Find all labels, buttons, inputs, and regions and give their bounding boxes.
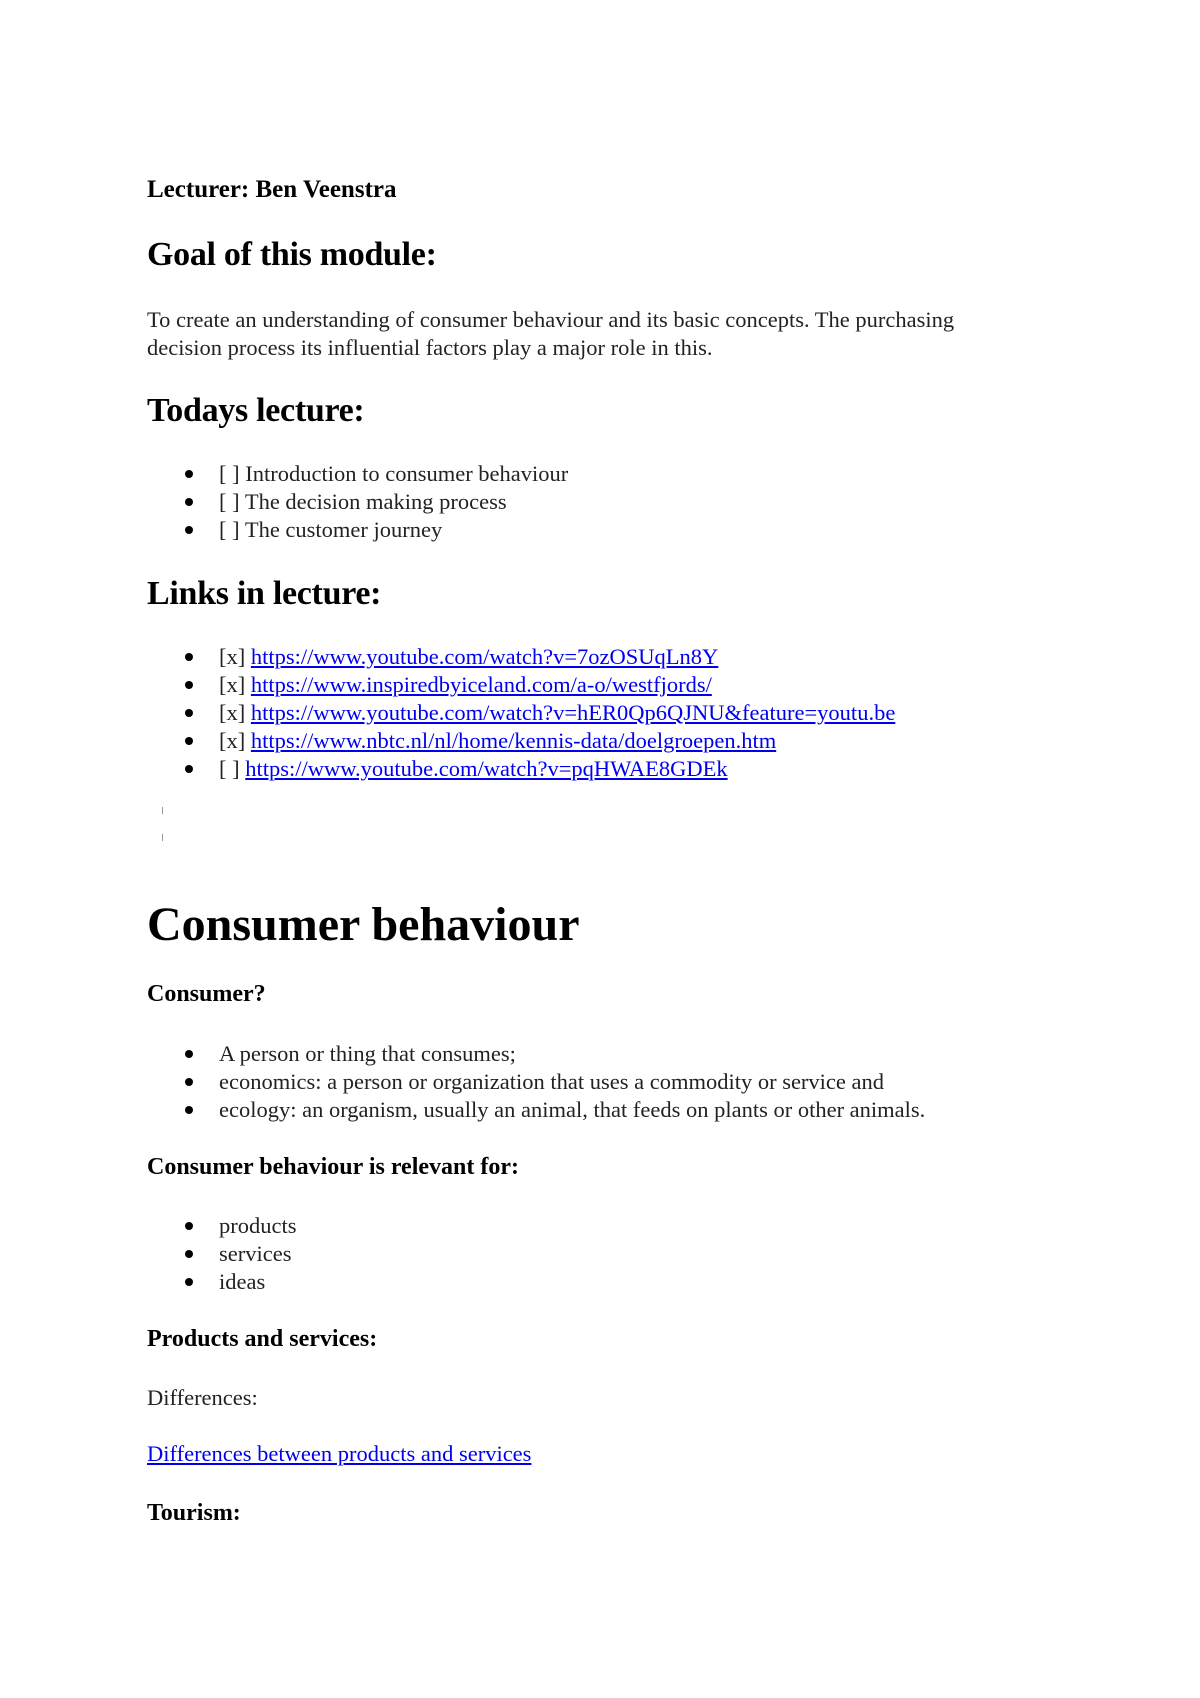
products-services-heading: Products and services:: [147, 1326, 378, 1352]
relevant-for-heading: Consumer behaviour is relevant for:: [147, 1154, 519, 1180]
divider-mark: [162, 834, 163, 841]
list-item: ecology: an organism, usually an animal, that feeds on plants or other animals.: [147, 1096, 925, 1124]
list-item: [ ] Introduction to consumer behaviour: [147, 460, 568, 488]
consumer-heading: Consumer?: [147, 981, 266, 1007]
list-item: ideas: [147, 1268, 297, 1296]
differences-link[interactable]: Differences between products and services: [147, 1441, 532, 1466]
youtube-link-3[interactable]: https://www.youtube.com/watch?v=pqHWAE8GDEk: [245, 756, 728, 781]
list-item: [147, 671, 895, 699]
youtube-link-1[interactable]: https://www.youtube.com/watch?v=7ozOSUqLn8Y: [250, 644, 719, 669]
links-heading: Links in lecture:: [147, 575, 382, 612]
relevant-for-list: [147, 1212, 297, 1296]
consumer-behaviour-title: Consumer behaviour: [147, 898, 580, 951]
differences-label: Differences:: [147, 1385, 258, 1410]
link-status: [x]: [219, 728, 251, 753]
lecturer-line: Lecturer: Ben Veenstra: [147, 176, 397, 203]
youtube-link-2[interactable]: https://www.youtube.com/watch?v=hER0Qp6QJNU&feature=youtu.be: [250, 700, 896, 725]
differences-link-line: [147, 1440, 1077, 1468]
list-item: products: [147, 1212, 297, 1240]
links-list: [147, 643, 895, 783]
divider-mark: [162, 807, 163, 814]
list-item: A person or thing that consumes;: [147, 1040, 925, 1068]
tourism-heading: Tourism:: [147, 1500, 241, 1526]
goal-paragraph: [147, 306, 1077, 362]
list-item: [ ] The decision making process: [147, 488, 568, 516]
list-item: [147, 755, 895, 783]
link-status: [x]: [219, 672, 251, 697]
list-item: economics: a person or organization that uses a commodity or service and: [147, 1068, 925, 1096]
list-item: [147, 643, 895, 671]
link-status: [x]: [219, 700, 251, 725]
goal-heading: Goal of this module:: [147, 236, 437, 273]
link-status: [ ]: [219, 756, 246, 781]
list-item: [ ] The customer journey: [147, 516, 568, 544]
goal-paragraph-line-1: To create an understanding of consumer behaviour and its basic concepts. The purchasing: [147, 307, 955, 332]
list-item: [147, 699, 895, 727]
consumer-definition-list: [147, 1040, 925, 1124]
nbtc-link[interactable]: https://www.nbtc.nl/nl/home/kennis-data/doelgroepen.htm: [250, 728, 777, 753]
list-item: services: [147, 1240, 297, 1268]
todays-lecture-list: [147, 460, 568, 544]
todays-lecture-heading: Todays lecture:: [147, 392, 365, 429]
list-item: [147, 727, 895, 755]
goal-paragraph-line-2: decision process its influential factors play a major role in this.: [147, 335, 713, 360]
link-status: [x]: [219, 644, 251, 669]
iceland-link[interactable]: https://www.inspiredbyiceland.com/a-o/westfjords/: [250, 672, 712, 697]
